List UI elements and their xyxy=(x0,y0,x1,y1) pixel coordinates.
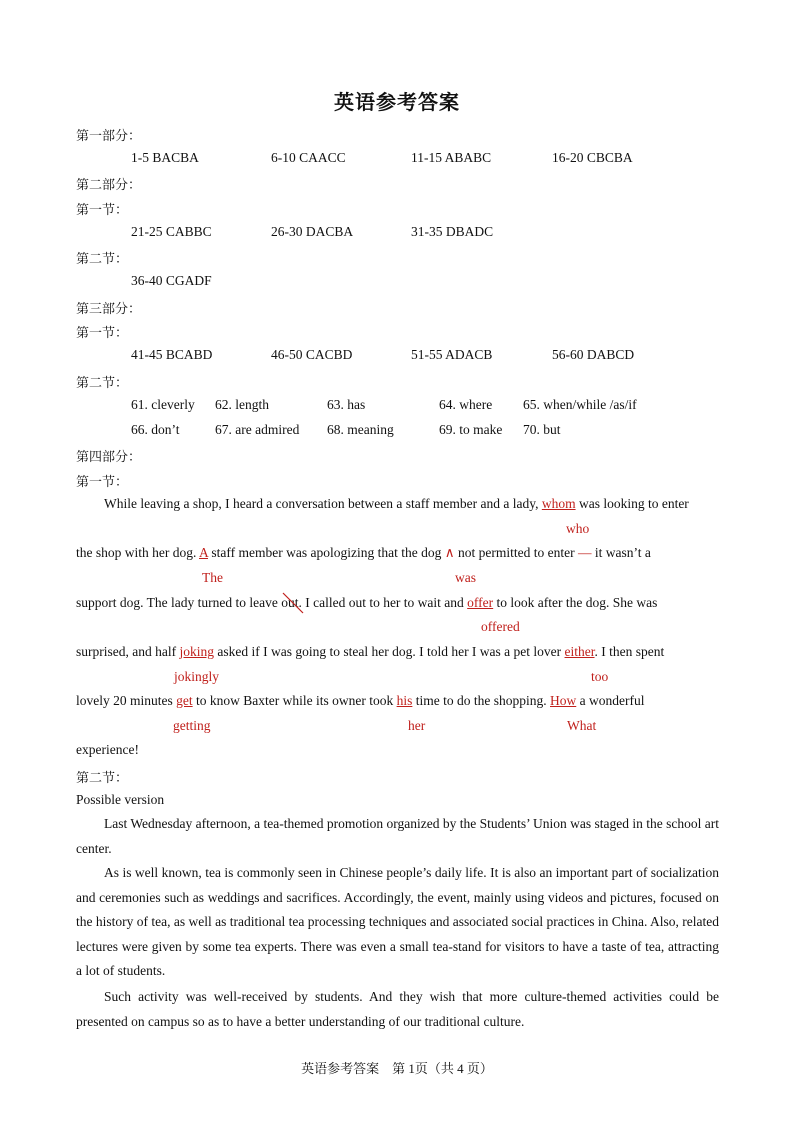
error-mark: offer xyxy=(467,595,494,610)
essay-text: surprised, and half xyxy=(76,644,180,659)
essay-text: to look after the dog. She was xyxy=(493,595,658,610)
error-mark: his xyxy=(396,693,413,708)
answer-item: 68. meaning xyxy=(327,422,394,437)
essay-text: it wasn’t a xyxy=(591,545,651,560)
part3-heading: 第三部分： xyxy=(76,301,142,316)
essay-line-2 xyxy=(76,545,651,561)
essay-text: staff member was apologizing that the dog xyxy=(208,545,445,560)
correction: The xyxy=(202,570,223,585)
part1-heading: 第一部分： xyxy=(76,128,142,143)
answer-item: 62. length xyxy=(215,397,269,412)
part2-section2-heading: 第二节： xyxy=(76,251,129,266)
answer-group: 1-5 BACBA xyxy=(131,150,199,165)
essay-text: to know Baxter while its owner took xyxy=(192,693,397,708)
answer-group: 16-20 CBCBA xyxy=(552,150,633,165)
essay-text: the shop with her dog. xyxy=(76,545,199,560)
essay-text: While leaving a shop, I heard a conversation between a staff member and a lady, xyxy=(104,496,542,511)
error-mark: get xyxy=(176,693,193,708)
essay-text: lovely 20 minutes xyxy=(76,693,177,708)
essay-text: was looking to enter xyxy=(575,496,689,511)
correction: her xyxy=(408,718,426,733)
answer-item: 61. cleverly xyxy=(131,397,195,412)
answer-group: 56-60 DABCD xyxy=(552,347,635,362)
part2-section1-heading: 第一节： xyxy=(76,202,129,217)
correction: getting xyxy=(173,718,211,733)
correction: jokingly xyxy=(174,669,220,684)
answer-group: 41-45 BCABD xyxy=(131,347,213,362)
part2-heading: 第二部分： xyxy=(76,177,142,192)
correction: What xyxy=(567,718,597,733)
answer-group: 26-30 DACBA xyxy=(271,224,354,239)
error-mark: A xyxy=(199,545,209,560)
answer-group: 21-25 CABBC xyxy=(131,224,212,239)
strike-mark xyxy=(279,591,307,617)
answer-group: 51-55 ADACB xyxy=(411,347,493,362)
essay-line-3 xyxy=(76,595,657,611)
error-mark: joking xyxy=(179,644,214,659)
part4-section1-heading: 第一节： xyxy=(76,474,129,489)
answer-group: 36-40 CGADF xyxy=(131,273,212,288)
essay-text: . I then spent xyxy=(594,644,665,659)
essay-line-5 xyxy=(76,693,644,709)
answer-item: 66. don’t xyxy=(131,422,180,437)
essay-line-4 xyxy=(76,644,664,660)
error-mark: whom xyxy=(541,496,576,511)
answer-group: 11-15 ABABC xyxy=(411,150,492,165)
essay-paragraph-2: As is well known, tea is commonly seen in Chinese people’s daily life. It is also an important part of socialization and ceremonies such as weddings and sacrifices. Accordingly, the event, mainly using videos and pictures, focused on the history of tea, as well as traditional tea processing techniques and associated social practices in China. Also, related lectures were given by some tea experts. There was even a small tea-stand for visitors to have a taste of tea, attracting a lot of students. xyxy=(76,865,719,979)
error-mark: How xyxy=(550,693,577,708)
insertion-caret: ∧ xyxy=(444,545,455,560)
essay-text: asked if I was going to steal her dog. I told her I was a pet lover xyxy=(214,644,565,659)
essay-paragraph-1: Last Wednesday afternoon, a tea-themed promotion organized by the Students’ Union was staged in the school art center. xyxy=(76,816,719,856)
answer-item: 67. are admired xyxy=(215,422,300,437)
essay-text: . I called out to her to wait and xyxy=(298,595,468,610)
essay-paragraph-3: Such activity was well-received by students. And they wish that more culture-themed activities could be presented on campus so as to have a better understanding of our traditional culture. xyxy=(76,989,719,1029)
deleted-word-text: out xyxy=(281,595,299,610)
part4-section2-heading: 第二节： xyxy=(76,770,129,785)
answer-item: 64. where xyxy=(439,397,493,412)
version-label: Possible version xyxy=(76,792,165,807)
page-footer: 英语参考答案 第 1页（共 4 页） xyxy=(301,1061,493,1076)
dash-mark: — xyxy=(577,545,592,560)
part3-section2-heading: 第二节： xyxy=(76,375,129,390)
answer-item: 70. but xyxy=(523,422,561,437)
answer-item: 63. has xyxy=(327,397,366,412)
correction: too xyxy=(591,669,609,684)
page-title: 英语参考答案 xyxy=(334,92,460,114)
essay-line-6: experience! xyxy=(76,742,139,757)
essay-line-1 xyxy=(104,496,689,512)
answer-group: 6-10 CAACC xyxy=(271,150,346,165)
correction: was xyxy=(455,570,476,585)
part3-section1-heading: 第一节： xyxy=(76,325,129,340)
essay-text: a wonderful xyxy=(576,693,645,708)
essay-text: time to do the shopping. xyxy=(412,693,550,708)
answer-item: 65. when/while /as/if xyxy=(523,397,637,412)
part4-heading: 第四部分： xyxy=(76,449,142,464)
essay-text: not permitted to enter xyxy=(454,545,578,560)
answer-item: 69. to make xyxy=(439,422,503,437)
answer-group: 31-35 DBADC xyxy=(411,224,494,239)
answer-group: 46-50 CACBD xyxy=(271,347,353,362)
error-mark: either xyxy=(564,644,595,659)
deleted-word xyxy=(281,595,298,611)
essay-text: support dog. The lady turned to leave xyxy=(76,595,282,610)
correction: who xyxy=(566,521,590,536)
correction: offered xyxy=(481,619,520,634)
